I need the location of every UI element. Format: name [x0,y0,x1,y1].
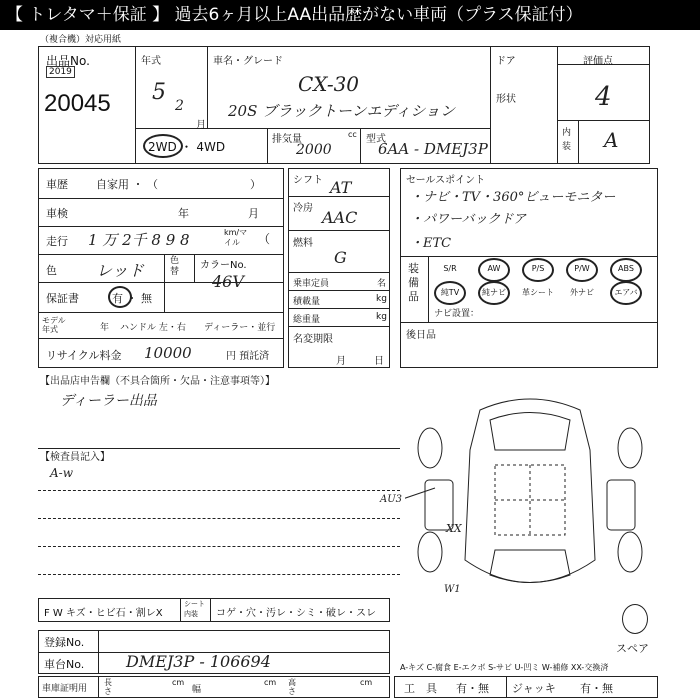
eq-ps-circle [522,258,554,282]
dealer-options: ディーラー・並行 [204,323,276,333]
registration-label: 登録No. [44,636,85,649]
eq-airbag-circle [610,281,642,305]
displacement-unit: cc [348,130,357,139]
capacity-unit: 名 [377,279,387,289]
month-unit: 月 [196,120,206,131]
mileage-paren: （ [258,232,271,246]
displacement-label: 排気量 [272,134,302,145]
load-unit: kg [376,294,387,304]
history-options: 自家用 ・ （ [96,178,158,191]
reg-change-label: 名変期限 [293,334,333,345]
inspector-text: A-w [50,466,73,480]
model-type-label: 型式 [366,134,386,145]
inspector-label: 【検査員記入】 [40,452,110,463]
reg-change-day: 日 [374,356,384,367]
fuel-value: G [334,248,347,267]
dims-length-unit: cm [172,678,185,687]
rear-label: 後日品 [406,330,436,341]
inspection-month: 月 [248,207,259,220]
diagram-mark-3: W1 [444,584,461,595]
eq-navi-circle [478,281,510,305]
sales-item-3: ・ETC [410,236,452,251]
shift-label: シフト [293,175,323,186]
seat-row: コゲ・穴・汚レ・シミ・破レ・スレ [216,608,376,619]
score-label: 評価点 [583,56,613,67]
lot-stamp: 2019 [46,66,75,78]
fw-row: F W キズ・ヒビ石・割レX [44,608,163,619]
inspection-year: 年 [178,207,189,220]
equipment-label: 装備品 [408,262,419,303]
eq-airbag: エアバ [614,288,638,297]
subtitle: （複合機）対応用紙 [40,35,122,45]
eq-tv-circle [434,281,466,305]
fuel-label: 燃料 [293,238,313,249]
eq-pw: P/W [574,264,590,273]
dims-width-unit: cm [264,678,277,687]
jack-label: ジャッキ [512,682,556,695]
eq-abs-circle [610,258,642,282]
eq-aw: AW [487,264,501,273]
color-change-label: 色替 [170,256,180,277]
diagram-mark-1: AU3 [380,494,403,505]
warranty-label: 保証書 [46,292,79,305]
car-grade: 20S ブラックトーンエディション [228,102,456,120]
tools-options: 有・無 [456,682,489,695]
recycle-value: 10000 [144,344,192,362]
jack-options: 有・無 [580,682,613,695]
dims-length: 長さ [104,678,112,696]
sales-item-1: ・ナビ・TV・360°ビューモニター [410,190,616,205]
navi-label: ナビ設置： [434,309,480,319]
load-label: 積載量 [293,297,321,307]
car-diagram [405,390,655,600]
interior-label: 内装 [562,128,572,152]
notes-label: 【出品店申告欄（不具合箇所・欠品・注意事項等）】 [40,376,275,387]
year-value: 5 [152,80,166,105]
ac-value: AAC [322,208,358,227]
spare-label: スペア [616,642,649,655]
drive-options: 2WD ・ 4WD [148,140,226,154]
color-label: 色 [46,264,57,277]
history-close: ） [250,178,261,191]
model-year-label: モデル年式 [42,316,66,334]
eq-ps: P/S [531,264,545,273]
warranty-circle [108,286,132,308]
reg-change-month: 月 [336,356,346,367]
year-label: 年式 [141,56,161,67]
gross-label: 総重量 [293,315,321,325]
dims-height-unit: cm [360,678,373,687]
eq-sr: S/R [443,264,457,273]
sales-item-2: ・パワーバックドア [410,212,526,227]
score-value: 4 [595,82,612,112]
dims-label: 車庫証明用 [42,684,88,694]
header-banner: 【 トレタマ＋保証 】 過去6ヶ月以上AA出品歴がない車両（プラス保証付） [0,0,700,30]
color-code-label: カラーNo. [200,260,247,271]
year-month: 2 [175,98,184,114]
eq-aw-circle [478,258,510,282]
eq-ext-navi: 外ナビ [570,288,594,297]
seat-label: シート内装 [184,600,205,618]
damage-legend: A-キズ C-腐食 E-エクボ S-サビ U-凹ミ W-補修 XX-交換済 [400,663,609,672]
displacement-value: 2000 [296,142,332,158]
interior-value: A [604,128,619,152]
shape-label: 形状 [496,94,516,105]
diagram-mark-2: XX [446,522,462,535]
capacity-label: 乗車定員 [293,279,330,289]
lot-label: 出品No. [46,54,90,68]
eq-navi: 純ナビ [482,288,506,297]
sales-label: セールスポイント [406,175,486,186]
recycle-label: リサイクル料金 [46,349,122,362]
mileage-unit: km/マイル [224,228,248,247]
eq-abs: ABS [618,264,634,273]
eq-pw-circle [566,258,598,282]
dims-height: 高さ [288,678,296,696]
chassis-value: DMEJ3P - 106694 [126,652,271,671]
inspection-label: 車検 [46,207,68,220]
handle-options: ハンドル 左・右 [120,323,186,333]
tools-label: 工 具 [404,682,437,695]
spare-tire [622,604,648,634]
drive-circle [143,134,183,158]
gross-unit: kg [376,312,387,322]
lot-number: 20045 [44,90,111,117]
model-year-unit: 年 [100,323,110,333]
ac-label: 冷房 [293,203,313,214]
color-code: 46V [212,272,244,291]
mileage-value: 1 万 2千 8 9 8 [88,231,190,249]
eq-tv: 純TV [440,288,460,297]
dims-box [38,676,390,698]
warranty-options: 有 ・ 無 [112,292,152,305]
chassis-label: 車台No. [44,658,85,671]
color-value: レッド [96,261,144,280]
notes-text: ディーラー出品 [60,393,157,409]
mileage-label: 走行 [46,235,68,248]
door-label: ドア [496,56,516,67]
model-type-value: 6AA - DMEJ3P [378,140,488,158]
name-label: 車名・グレード [213,56,283,67]
dims-width: 幅 [192,685,202,695]
car-model: CX-30 [298,72,360,96]
recycle-unit: 円 預託済 [226,351,270,362]
eq-leather: 革シート [522,288,554,297]
history-label: 車歴 [46,178,68,191]
shift-value: AT [330,178,352,197]
